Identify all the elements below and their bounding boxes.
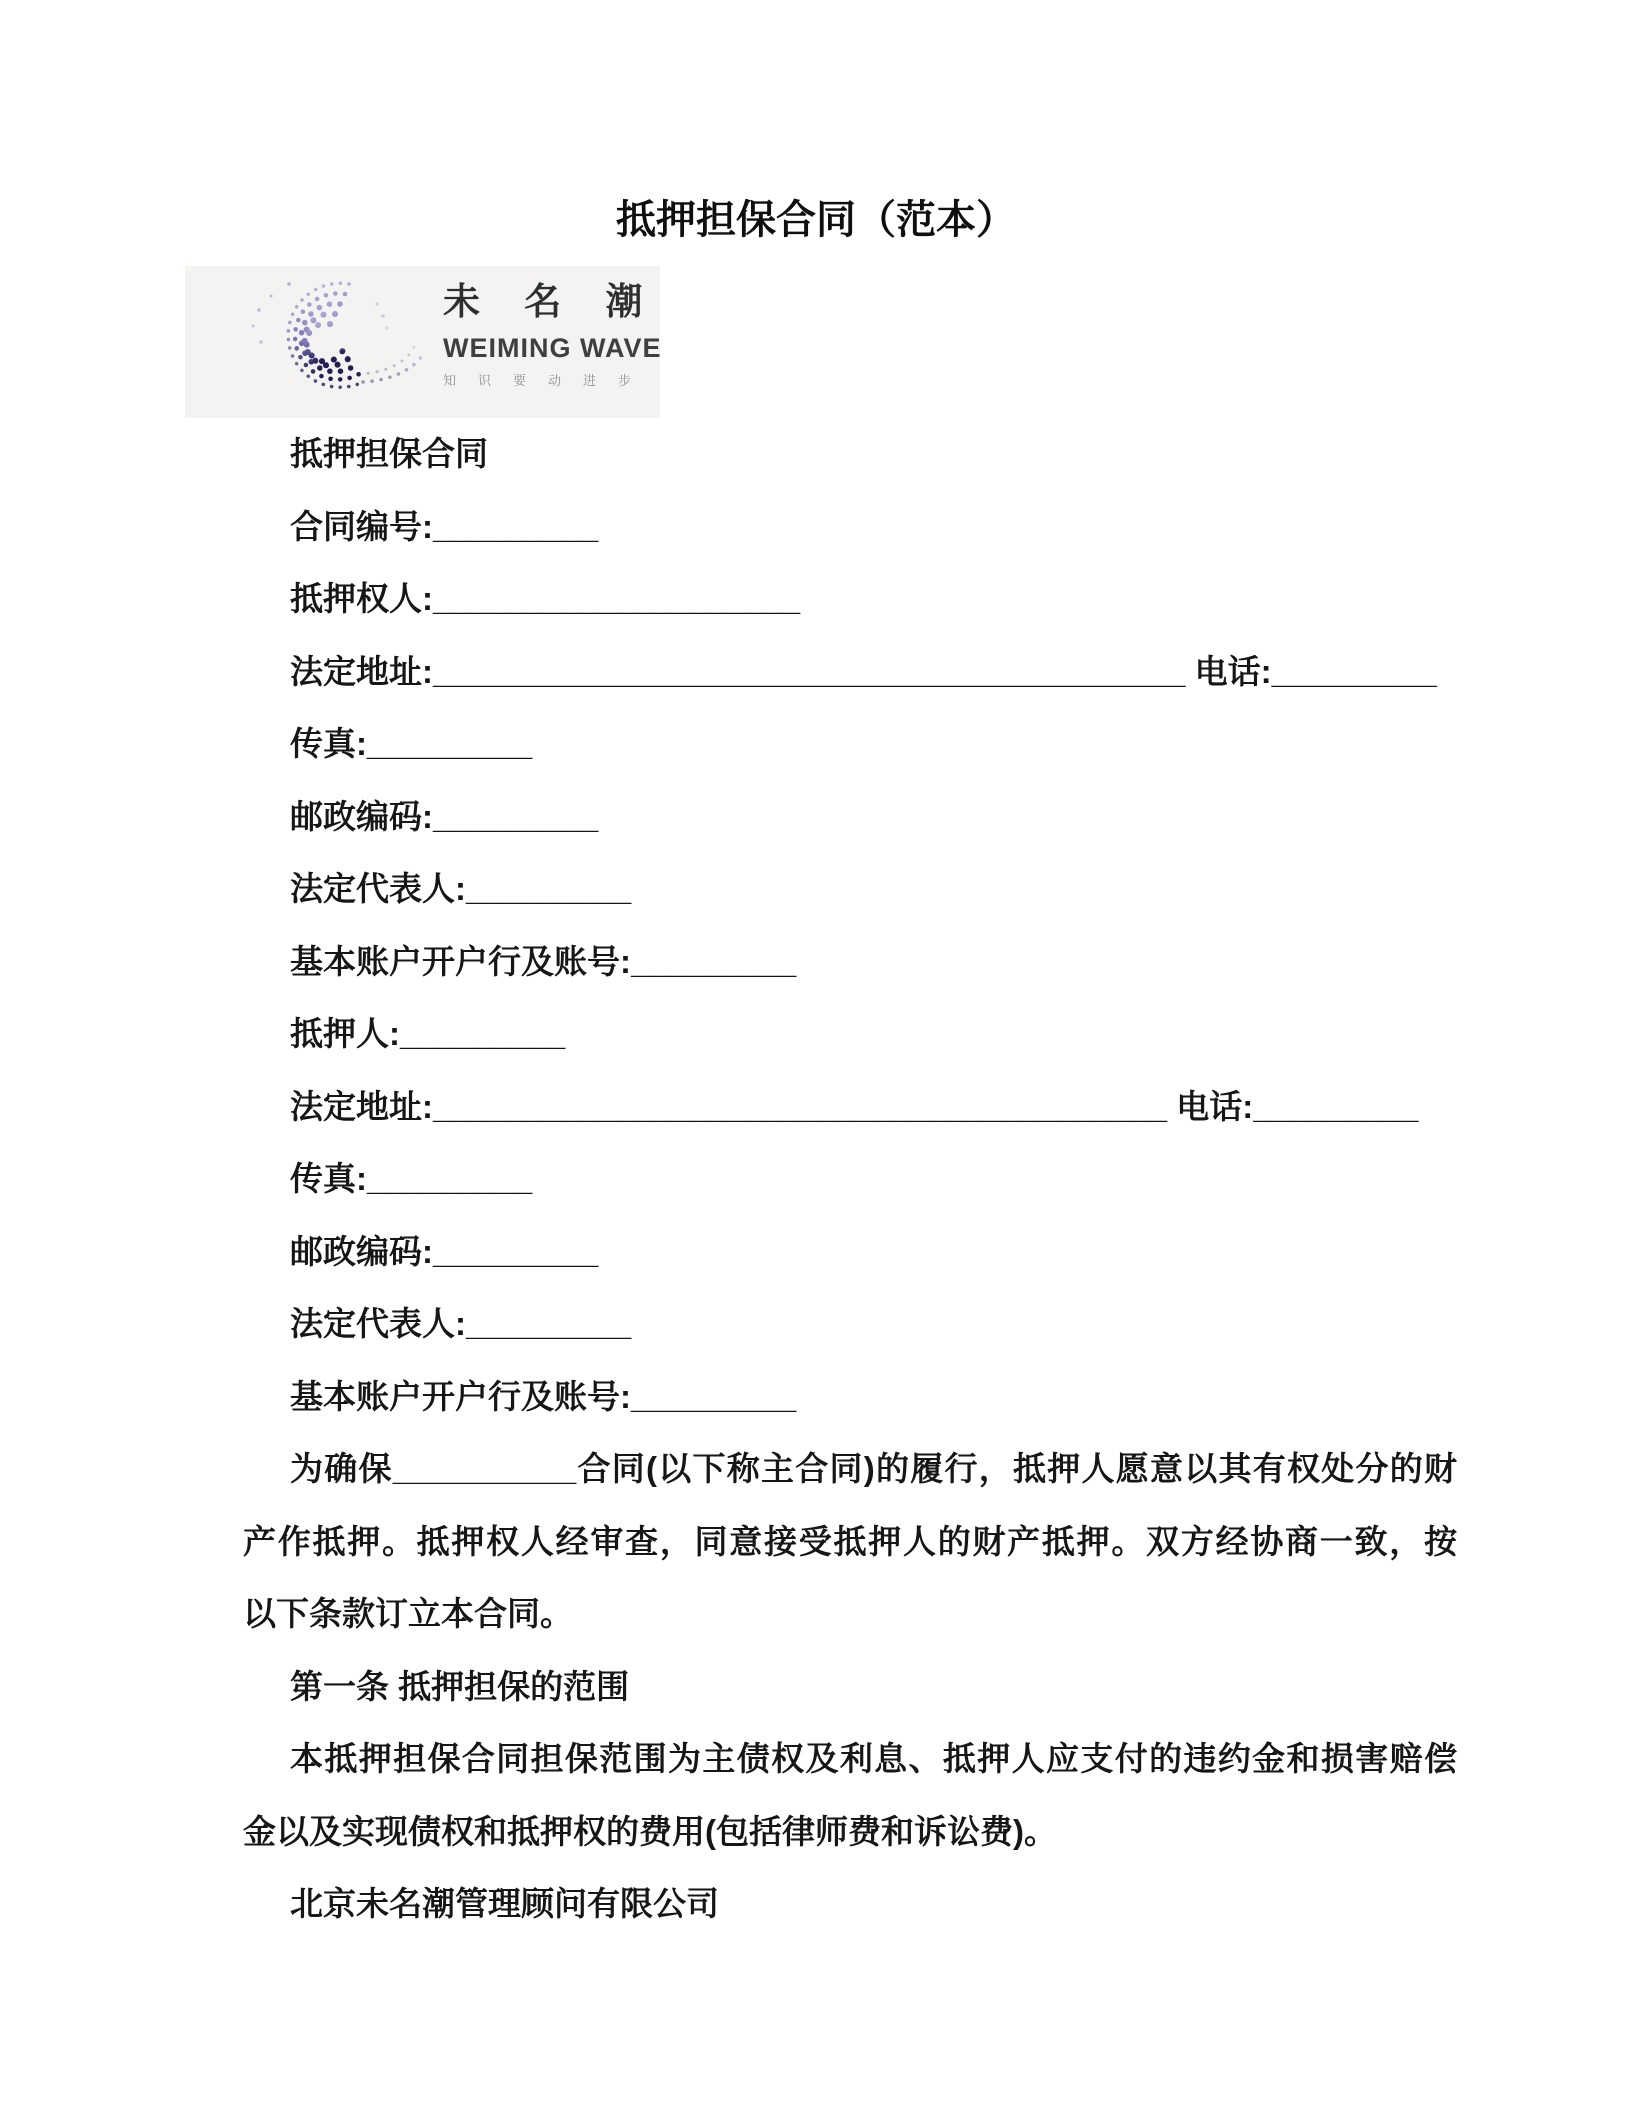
logo-name-cn: 未 名 潮	[443, 281, 643, 322]
contract-body	[243, 418, 1457, 1941]
article-1-heading: 第一条 抵押担保的范围	[290, 1667, 630, 1705]
mortgagor-legal-rep-line: 法定代表人:_________	[290, 1305, 632, 1342]
page-title: 抵押担保合同（范本）	[616, 198, 1016, 242]
mortgagor-line: 抵押人:_________	[290, 1015, 566, 1052]
company-logo	[185, 266, 660, 418]
mortgagor-address-phone-line: 法定地址:________________________________________ 电话:_________	[290, 1087, 1419, 1125]
doc-heading: 抵押担保合同	[290, 435, 488, 472]
mortgagor-fax-line: 传真:_________	[290, 1160, 533, 1197]
mortgagee-address-phone-line: 法定地址:_________________________________________ 电话:_________	[290, 652, 1437, 690]
logo-text-block	[443, 280, 662, 388]
mortgagor-bank-account-line: 基本账户开户行及账号:_________	[290, 1377, 797, 1415]
mortgagee-fax-line: 传真:_________	[290, 725, 533, 762]
preamble-line-2: 产作抵押。抵押权人经审查，同意接受抵押人的财产抵押。双方经协商一致，按	[243, 1522, 1457, 1560]
wave-swirl-icon	[237, 270, 437, 410]
article-1-line-1: 本抵押担保合同担保范围为主债权及利息、抵押人应支付的违约金和损害赔偿	[290, 1740, 1457, 1777]
logo-name-en: WEIMING WAVE	[443, 333, 662, 363]
contract-number-line: 合同编号:_________	[290, 507, 599, 545]
logo-tagline: 知识要动进步	[443, 373, 654, 388]
mortgagee-zip-line: 邮政编码:_________	[290, 797, 599, 835]
article-1-line-2: 金以及实现债权和抵押权的费用(包括律师费和诉讼费)。	[243, 1812, 1057, 1850]
preamble-line-1: 为确保__________合同(以下称主合同)的履行，抵押人愿意以其有权处分的财	[290, 1450, 1457, 1487]
company-name: 北京未名潮管理顾问有限公司	[290, 1885, 719, 1922]
mortgagor-zip-line: 邮政编码:_________	[290, 1232, 599, 1270]
preamble-line-3: 以下条款订立本合同。	[243, 1595, 573, 1632]
mortgagee-line: 抵押权人:____________________	[290, 580, 801, 617]
mortgagee-bank-account-line: 基本账户开户行及账号:_________	[290, 942, 797, 980]
mortgagee-legal-rep-line: 法定代表人:_________	[290, 870, 632, 907]
